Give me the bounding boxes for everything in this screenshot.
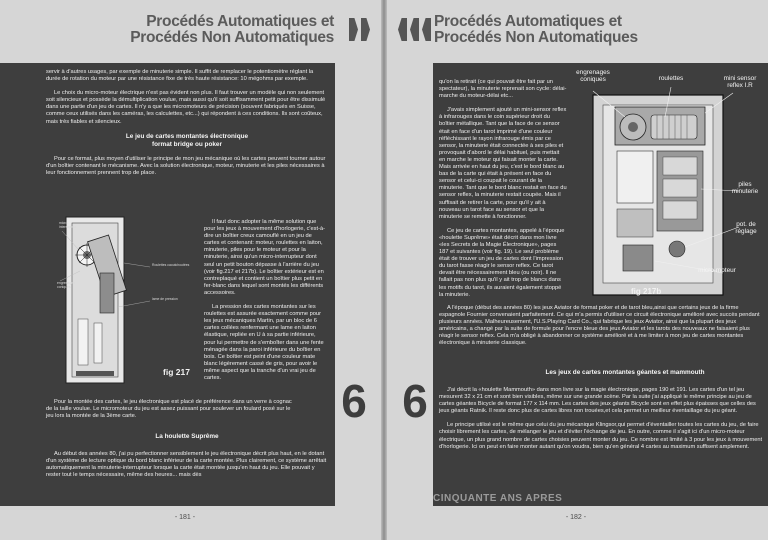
- arrow-bar-icon: [422, 18, 431, 41]
- callout-engrenages: engrenages coniques: [576, 69, 610, 83]
- column-paragraph: La pression des cartes montantes sur les roulettes est assurée exactement comme pour les jeux mécaniques Martin, par un bloc de 6 cartes collées renfermant une lame en laiton élastique, repliée en U à sa partie inférieure, pour lui permettre de s'emboîter dans une fente ménagée dans la paroi inférieure du boîtier en bois. Ce boîtier est peint d'une couleur mate blanc légèrement cassé de gris, pour avoir le même aspect que la tranche d'un vrai jeu de cartes.: [204, 304, 324, 381]
- page-number: - 182 -: [565, 514, 587, 521]
- paragraph: Pour la montée des cartes, le jeu électronique est placé de préférence dans un verre à cognac de la taille voulue. Le micromoteur du jeu est assez puissant pour soulever un foulard posé sur le jeu lors la montée de la 3ème carte.: [46, 399, 292, 420]
- chapter-number: 6: [336, 375, 372, 427]
- paragraph: Le principe utilisé est le même que celui du jeu mécanique Klingsor,qui permet d'éventailler toutes les cartes du jeu, de faire choisir librement les cartes, de mélanger le jeu et d'éviter l'échange de jeu. En outre, comme il s'agit ici d'un micro-moteur électrique, un plus grand nombre de cartes choisies peuvent monter du jeu. Ce nombre est limité à 3 pour les jeux à mouvement d'horlogerie. Ici on peut en faire monter autant qu'on voudra, bien qu'en général 4 cartes au maximum suffisent amplement.: [439, 422, 763, 450]
- arrow-bar-icon: [398, 18, 407, 41]
- arrow-bar-icon: [410, 18, 419, 41]
- header-line-1: Procédés Automatiques et: [434, 13, 622, 30]
- column-paragraph: Il faut donc adopter la même solution que pour les jeux à mouvement d'horlogerie, c'est-à-dire un boîtier creux camouflé en un jeu de cartes et contenant: moteur, roulettes en laiton, minuterie, piles pour le moteur et pour la minuterie, ainsi qu'un micro-interrupteur dont seul un petit bouton dépasse à l'arrière du jeu (voir fig.217 et 217b). Le boîtier extérieur est en contreplaqué et contient un boîtier plus petit en fer-blanc dans lequel sont montés les différents accessoires.: [204, 219, 326, 296]
- right-page: [384, 0, 768, 540]
- column-paragraph: Ce jeu de cartes montantes, appelé à l'époque «houlette Suprême» était décrit dans mon livre «les Secrets de la Magie Électronique», pages 187 et suivantes (voir fig. 19). Le seul problème était de trouver un jeu de cartes dont l'impression du tarot fasse réagir le sensor reflex. Ce tarot devait être nécessairement bleu (ou noir). Il ne fallait pas non plus qu'il y ait trop de blancs dans les motifs du tarot, ils auraient également stoppé la minuterie.: [439, 227, 565, 298]
- header-line-2: Procédés Non Automatiques: [434, 29, 638, 46]
- column-paragraph: J'avais simplement ajouté un mini-sensor reflex à infrarouges dans le coin supérieur droit du boîtier métallique. Tant que la face de ce sensor était en face d'un tarot imprimé d'une couleur réfléchissant le rayon infrarouge émis par ce sensor, la minuterie était connectée à ses piles et provoquait d'abord le délai habituel, puis mettait en marche le moteur qui faisait monter la carte. Mais arrivée en haut du jeu, c'est le bord blanc au bas de la carte qui était à présent en face du sensor et celui-ci coupait le courant de la minuterie. Tant que le bord blanc restait en face du sensor reflex, la minuterie restait coupée. Mais il suffisait de retirer la carte, pour qu'il y ait à nouveau un tarot face au sensor et que la minuterie se remette à fonctionner.: [439, 107, 567, 220]
- section-subtitle: format bridge ou poker: [152, 140, 222, 148]
- callout-engrenages: engrenages coniques: [57, 281, 75, 289]
- paragraph: servir à d'autres usages, par exemple de minuterie simple. Il suffit de remplacer le potentiomètre réglant la durée de rotation du moteur par une résistance fixe de très haute résistance: 10 mégohms par exemple.: [46, 69, 314, 83]
- section-title: Le jeu de cartes montantes électronique: [125, 132, 249, 140]
- callout-sensor: mini sensor reflex I.R: [723, 75, 757, 89]
- header-line-1: Procédés Automatiques et: [146, 13, 334, 30]
- section-title: La houlette Suprême: [155, 433, 219, 440]
- arrow-bar-icon: [361, 18, 370, 41]
- paragraph: Pour ce format, plus moyen d'utiliser le principe de mon jeu mécanique où les cartes peuvent tourner autour d'un boîtier contenant le mécanisme. Avec la solution électronique, moteur, minuterie et les piles nécessaires à leur fonctionnement prennent trop de place.: [46, 155, 326, 176]
- chapter-number: 6: [397, 375, 433, 427]
- callout-lame: lame de pression: [152, 297, 178, 301]
- paragraph: Le choix du micro-moteur électrique n'est pas évident non plus. Il faut trouver un modèle qui non seulement soit silencieux et possède la démultiplication voulue, mais aussi qu'il soit suffisamment petit pour être dissimulé dans une partie d'un jeu de cartes. Il n'y a que les micromoteurs de précision (souvent fabriqués en Suisse, comme ceux utilisés dans les caméras, les calculettes, etc...) qui répondent à ces conditions. Ils sont coûteux, mais très fiables et silencieux.: [46, 90, 326, 125]
- callout-pot: pot. de réglage: [735, 221, 757, 235]
- figure-217b: [573, 69, 765, 302]
- column-paragraph: qu'on la retirait (ce qui pouvait être fait par un spectateur), la minuterie reprenait son cycle: délai-marche du moteur-délai etc...: [439, 79, 567, 100]
- header-line-2: Procédés Non Automatiques: [130, 29, 334, 46]
- page-header-title: [434, 14, 638, 46]
- callout-micro-interrupteur: micro-interrupteur: [59, 221, 77, 229]
- paragraph: A l'époque (début des années 80) les jeux Aviator de format poker et de tarot bleu,ainsi que certains jeux de la firme espagnole Fournier convenaient parfaitement. Ce qui m'a permis d'utiliser ce circuit électronique amélioré avec succès pendant plusieurs années. Malheureusement, l'U.S.Playing Card Co., qui fabrique les jeux Aviator, ainsi que la plupart des jeux américains, a changé par la suite de formule pour l'encre bleue des jeux Aviator et les tarots des nouveaux ne faisaient plus réagir le sensor reflex. Cela m'a obligé à abandonner ce système amélioré et à me limiter à mon jeu de cartes montantes électronique à minuterie classique.: [439, 305, 760, 347]
- figure-label: fig 217b: [631, 287, 662, 296]
- callout-roulettes: Roulettes caoutchoutées: [152, 263, 190, 267]
- arrow-bar-icon: [349, 18, 358, 41]
- content-panel: [433, 63, 768, 506]
- figure-217: [54, 211, 194, 389]
- header-arrow-bars: [349, 18, 370, 41]
- page-header-title: [130, 14, 334, 46]
- paragraph: J'ai décrit la «houlette Mammouth» dans mon livre sur la magie électronique, pages 190 et 191. Les cartes d'un tel jeu mesurent 32 x 21 cm et sont bien visibles, même sur une grande scène. Par la suite j'ai appliqué le même principe au jeu de cartes géantes Bicycle de format 177 x 114 mm. Les cartes des jeux géants Bicycle sont en effet plus épaisses que celles des jeux géants Ratnik. Il reste donc plus de cartes libres non trouées,et cela permet un meilleur éventaillage du jeu géant.: [439, 387, 756, 415]
- page-number: - 181 -: [174, 514, 196, 521]
- callout-piles: piles minuterie: [731, 181, 759, 195]
- callout-moteur: micro-moteur: [698, 267, 736, 274]
- footer-banner: CINQUANTE ANS APRES: [433, 493, 563, 504]
- paragraph: Au début des années 80, j'ai pu perfectionner sensiblement le jeu électronique décrit plus haut, en le dotant d'un système de lecture optique du bord blanc inférieur de la carte montée. Plus clairement, ce système arrêtait automatiquement la minuterie-interrupteur lorsque la carte était montée jusqu'en haut du jeu. Elle pouvait y rester tout le temps nécessaire, même des heures... mais dès: [46, 451, 327, 479]
- callout-roulettes: roulettes: [658, 75, 684, 82]
- book-spine: [381, 0, 387, 540]
- figure-label: fig 217: [163, 367, 190, 377]
- section-title: Les jeux de cartes montantes géantes et mammouth: [545, 369, 705, 376]
- header-arrow-bars: [398, 18, 431, 41]
- content-panel: [0, 63, 335, 506]
